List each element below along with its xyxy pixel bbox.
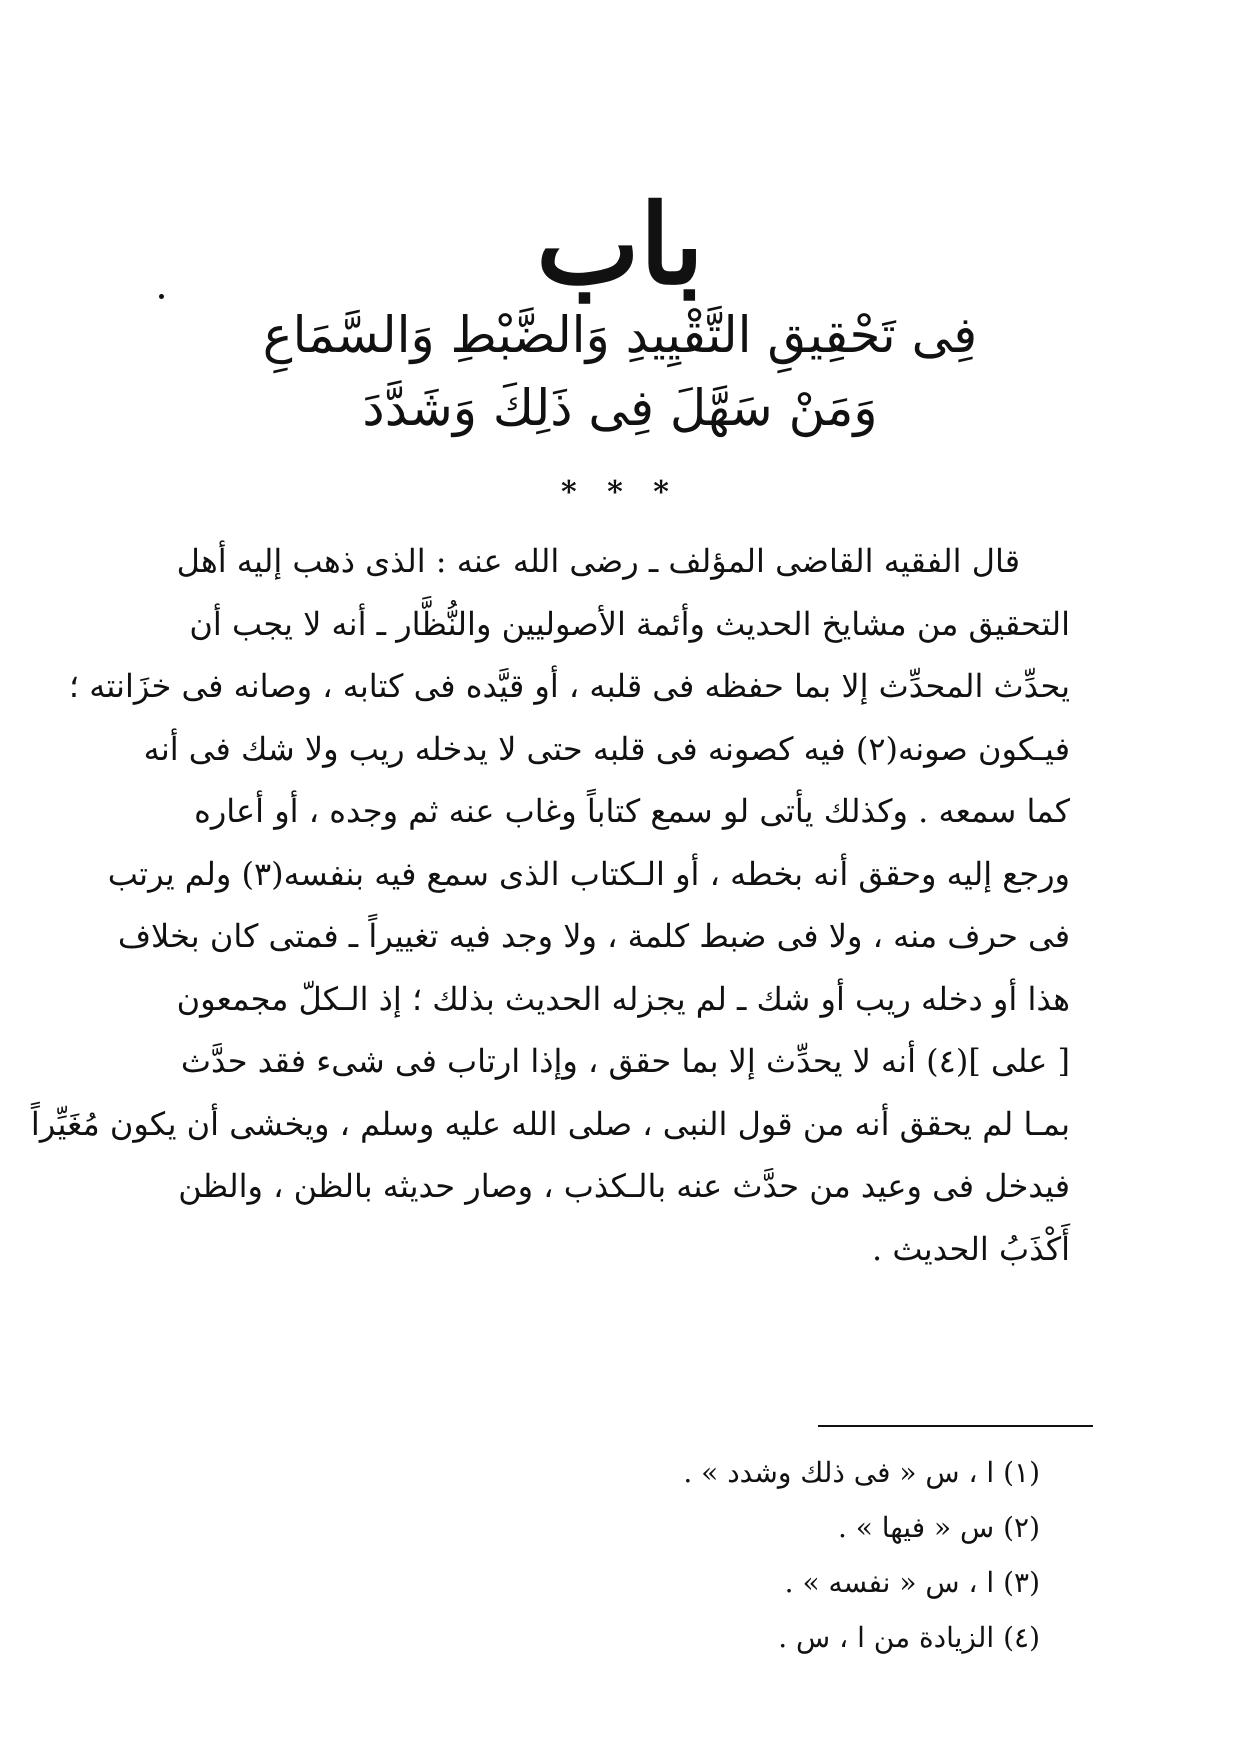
body-line: قال الفقيه القاضى المؤلف ـ رضى الله عنه : الذى ذهب إليه أهل [176, 542, 1020, 580]
body-line: فيـكون صونه(٢) فيه كصونه فى قلبه حتى لا يدخله ريب ولا شك فى أنه [143, 729, 1070, 768]
section-separator: * * * [561, 475, 679, 510]
body-line: التحقيق من مشايخ الحديث وأئمة الأصوليين والنُّظَّار ـ أنه لا يجب أن [189, 604, 1070, 643]
body-line: فى حرف منه ، ولا فى ضبط كلمة ، ولا وجد فيه تغييراً ـ فمتى كان بخلاف [117, 917, 1070, 955]
footnote: (١) ا ، س « فى ذلك وشدد » . [683, 1456, 1040, 1489]
body-line: يحدِّث المحدِّث إلا بما حفظه فى قلبه ، أو قيَّده فى كتابه ، وصانه فى خزَانته ؛ [68, 667, 1070, 705]
footnotes [683, 1445, 1040, 1665]
body-line: هذا أو دخله ريب أو شك ـ لم يجزله الحديث بذلك ؛ إذ الـكلّ مجمعون [176, 979, 1070, 1018]
footnote-divider [818, 1425, 1093, 1427]
body-line: ورجع إليه وحقق أنه بخطه ، أو الـكتاب الذى سمع فيه بنفسه(٣) ولم يرتب [107, 854, 1070, 893]
footnote: (٢) س « فيها » . [837, 1511, 1040, 1544]
chapter-title: باب [536, 180, 704, 309]
chapter-subtitle-line-2: وَمَنْ سَهَّلَ فِى ذَلِكَ وَشَدَّدَ [362, 379, 878, 437]
footnote: (٤) الزيادة من ا ، س . [778, 1621, 1040, 1654]
body-line: [ على ](٤) أنه لا يحدِّث إلا بما حقق ، وإذا ارتاب فى شىء فقد حدَّث [180, 1042, 1070, 1080]
body-line: أَكْذَبُ الحديث . [872, 1229, 1070, 1268]
chapter-subtitle-line-1: فِى تَحْقِيقِ التَّقْيِيدِ وَالضَّبْطِ وَالسَّمَاعِ [262, 306, 978, 364]
footnote: (٣) ا ، س « نفسه » . [784, 1566, 1040, 1599]
body-line: فيدخل فى وعيد من حدَّث عنه بالـكذب ، وصار حديثه بالظن ، والظن [178, 1167, 1070, 1205]
body-line: كما سمعه . وكذلك يأتى لو سمع كتاباً وغاب عنه ثم وجده ، أو أعاره [194, 792, 1070, 830]
body-text [30, 530, 1070, 1280]
body-line: بمـا لم يحقق أنه من قول النبى ، صلى الله عليه وسلم ، ويخشى أن يكون مُغَيِّراً [30, 1104, 1070, 1143]
